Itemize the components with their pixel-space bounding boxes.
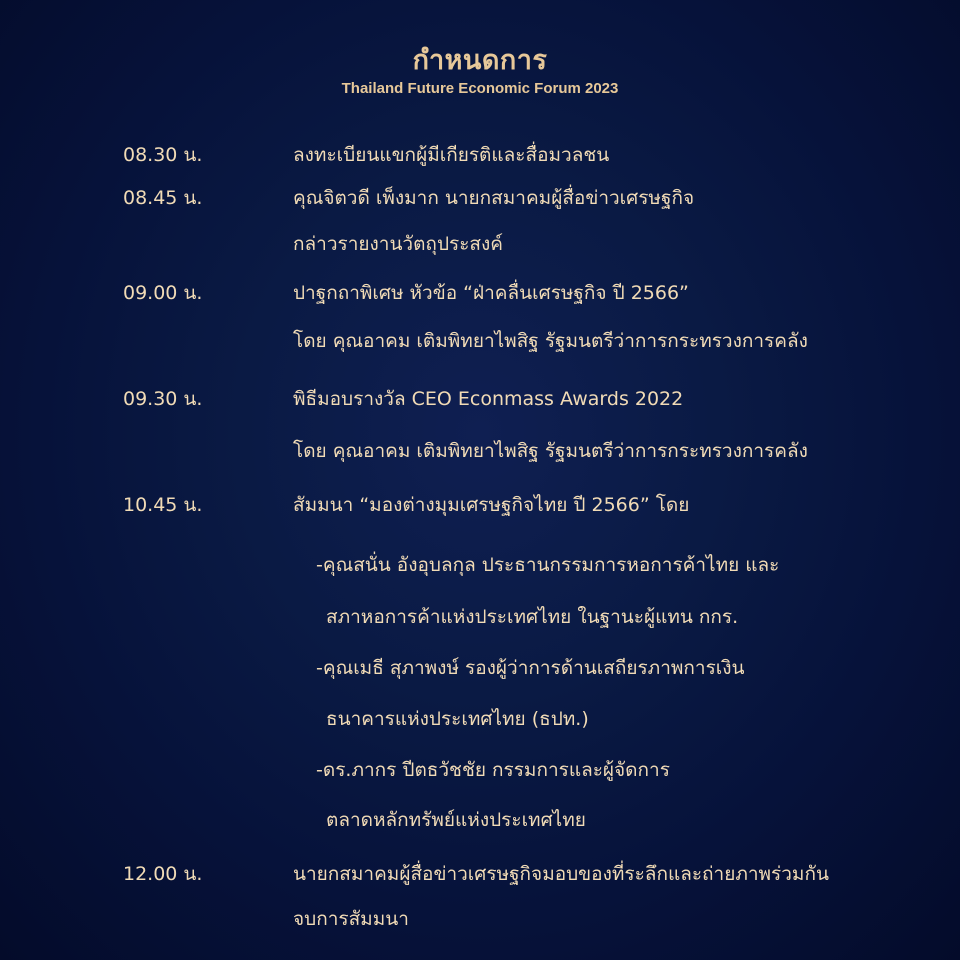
page-title: กำหนดการ [412, 45, 548, 76]
schedule-item: นายกสมาคมผู้สื่อข่าวเศรษฐกิจมอบของที่ระลึกและถ่ายภาพร่วมกัน [293, 863, 829, 885]
schedule-time: 12.00 น. [123, 863, 203, 885]
page-subtitle: Thailand Future Economic Forum 2023 [341, 80, 619, 97]
schedule-item: กล่าวรายงานวัตถุประสงค์ [293, 233, 503, 255]
speaker-line: ตลาดหลักทรัพย์แห่งประเทศไทย [326, 809, 586, 831]
schedule-item: ปาฐกถาพิเศษ หัวข้อ “ฝ่าคลื่นเศรษฐกิจ ปี 2566” [293, 282, 689, 304]
speaker-line: -คุณเมธี สุภาพงษ์ รองผู้ว่าการด้านเสถียรภาพการเงิน [316, 657, 745, 679]
schedule-item: จบการสัมมนา [293, 908, 409, 930]
speaker-line: -ดร.ภากร ปีตธวัชชัย กรรมการและผู้จัดการ [316, 759, 670, 781]
schedule-item: สัมมนา “มองต่างมุมเศรษฐกิจไทย ปี 2566” โดย [293, 494, 690, 516]
schedule-item: พิธีมอบรางวัล CEO Econmass Awards 2022 [293, 388, 684, 410]
schedule-time: 09.30 น. [123, 388, 203, 410]
schedule-time: 08.30 น. [123, 144, 203, 166]
schedule-time: 08.45 น. [123, 187, 203, 209]
schedule-item: โดย คุณอาคม เติมพิทยาไพสิฐ รัฐมนตรีว่าการกระทรวงการคลัง [293, 440, 808, 462]
speaker-line: -คุณสนั่น อังอุบลกุล ประธานกรรมการหอการค้าไทย และ [316, 554, 780, 576]
schedule-item: โดย คุณอาคม เติมพิทยาไพสิฐ รัฐมนตรีว่าการกระทรวงการคลัง [293, 330, 808, 352]
schedule-time: 10.45 น. [123, 494, 203, 516]
schedule-item: คุณจิตวดี เพ็งมาก นายกสมาคมผู้สื่อข่าวเศรษฐกิจ [293, 187, 695, 209]
schedule-time: 09.00 น. [123, 282, 203, 304]
speaker-line: ธนาคารแห่งประเทศไทย (ธปท.) [326, 708, 589, 730]
speaker-line: สภาหอการค้าแห่งประเทศไทย ในฐานะผู้แทน กกร. [326, 606, 739, 628]
schedule-item: ลงทะเบียนแขกผู้มีเกียรติและสื่อมวลชน [293, 144, 610, 166]
